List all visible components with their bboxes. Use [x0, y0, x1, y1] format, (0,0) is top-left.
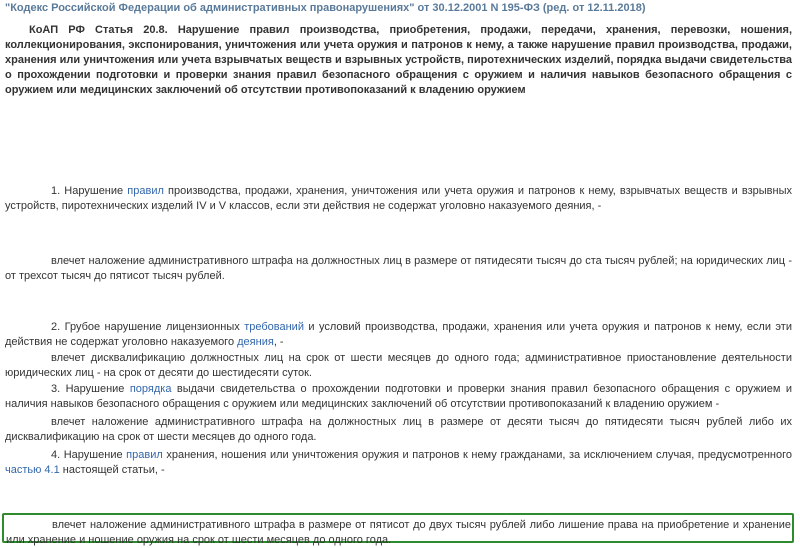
paragraph-3-after: выдачи свидетельства о прохождении подготовки и проверки знания правил безопасного обращения с оружием и наличия навыков безопасного обращения с оружием или медицинских заключений об отсутствии противопоказаний к владению оружием -	[5, 383, 793, 410]
document-header: "Кодекс Российской Федерации об административных правонарушениях" от 30.12.2001 N 195-ФЗ (ред. от 12.11.2018)	[5, 2, 646, 14]
paragraph-2-after: , -	[273, 336, 284, 348]
link-procedure[interactable]: порядка	[129, 383, 172, 395]
paragraph-2-middle: и условий производства, продажи, хранения или учета оружия и патронов к нему, если эти действия не содержат уголовно наказуемого	[5, 321, 792, 348]
link-part-4-1[interactable]: частью 4.1	[5, 464, 60, 476]
paragraph-1-before: 1. Нарушение	[51, 185, 128, 197]
paragraph-1-after: производства, продажи, хранения, уничтожения или учета оружия и патронов к нему, взрывчатых веществ и взрывных устройств, пиротехнических изделий IV и V классов, если эти действия не содержат уголовно наказуемого деяния, -	[5, 185, 792, 212]
link-requirements[interactable]: требований	[244, 321, 304, 333]
paragraph-3-before: 3. Нарушение	[51, 383, 130, 395]
paragraph-1	[5, 184, 792, 214]
article-title: КоАП РФ Статья 20.8. Нарушение правил производства, приобретения, продажи, передачи, хранения, перевозки, ношения, коллекционирования, экспонирования, уничтожения или учета оружия и патронов к нему, а также нарушение правил производства, продажи, хранения или уничтожения или учета взрывчатых веществ и взрывных устройств, пиротехнических изделий, порядка выдачи свидетельства о прохождении подготовки и проверки знания правил безопасного обращения с оружием и наличия навыков безопасного обращения с оружием или медицинских заключений об отсутствии противопоказаний к владению оружием	[5, 24, 792, 96]
link-act[interactable]: деяния	[237, 336, 274, 348]
paragraph-2	[5, 320, 792, 350]
paragraph-penalty-1: влечет наложение административного штрафа на должностных лиц в размере от пятидесяти тысяч до ста тысяч рублей; на юридических лиц - от трехсот тысяч до пятисот тысяч рублей.	[5, 255, 792, 282]
paragraph-4-after: настоящей статьи, -	[59, 464, 165, 476]
paragraph-4	[5, 448, 792, 478]
paragraph-4-middle: хранения, ношения или уничтожения оружия и патронов к нему гражданами, за исключением случая, предусмотренного	[162, 449, 792, 461]
paragraph-penalty-3: влечет наложение административного штрафа на должностных лиц в размере от десяти тысяч до пятидесяти тысяч рублей либо их дисквалификацию на срок от шести месяцев до одного года.	[5, 416, 792, 443]
paragraph-penalty-2: влечет дисквалификацию должностных лиц на срок от шести месяцев до одного года; административное приостановление деятельности юридических лиц - на срок от десяти до шестидесяти суток.	[5, 352, 792, 379]
paragraph-2-before: 2. Грубое нарушение лицензионных	[51, 321, 245, 333]
paragraph-penalty-4: влечет наложение административного штрафа в размере от пятисот до двух тысяч рублей либо лишение права на приобретение и хранение или хранение и ношение оружия на срок от шести месяцев до одного года.	[6, 519, 791, 546]
link-rules[interactable]: правил	[127, 185, 164, 197]
link-rules-storage[interactable]: правил	[126, 449, 163, 461]
highlighted-penalty-box	[2, 513, 794, 546]
paragraph-3	[5, 382, 792, 412]
paragraph-4-before: 4. Нарушение	[51, 449, 127, 461]
